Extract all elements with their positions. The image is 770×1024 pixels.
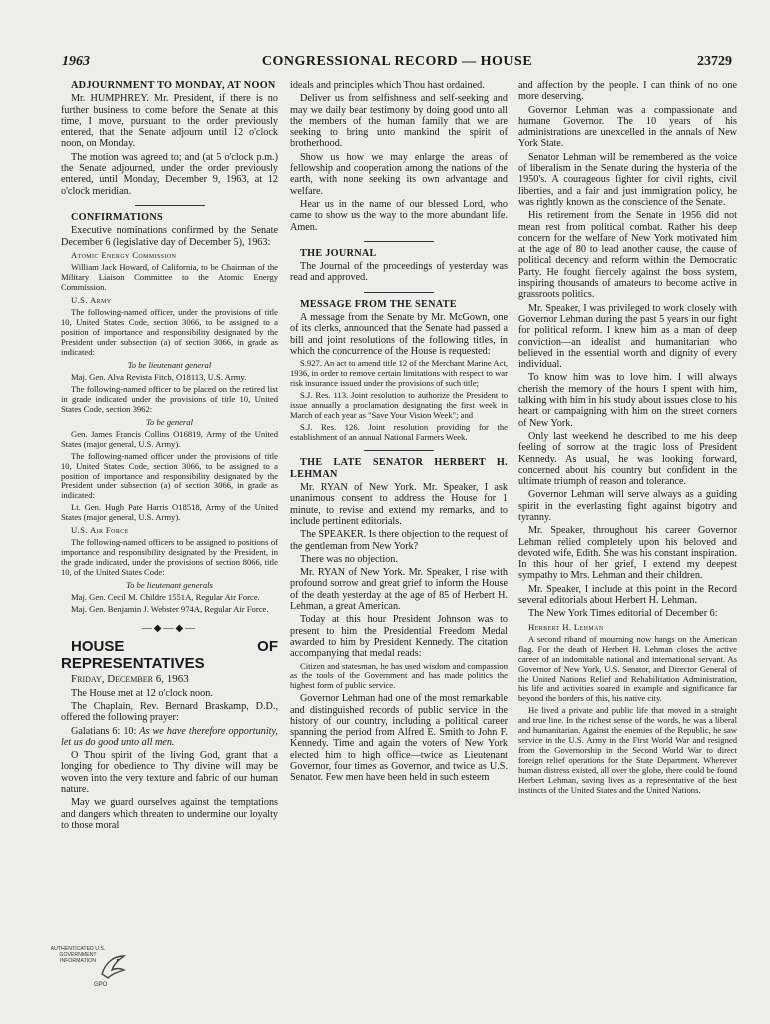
paragraph: Lt. Gen. Hugh Pate Harris O18518, Army of the United States (major general, U.S. Army). <box>61 502 278 523</box>
logo-text: AUTHENTICATED U.S. GOVERNMENT INFORMATION <box>50 946 106 965</box>
paragraph: Only last weekend he described to me his deep feeling of sorrow at the tragic loss of President Kennedy. As usual, he was looking forward, concerned about his country but confident in the ultimate triumph of reason and tolerance. <box>518 430 737 488</box>
paragraph: Today at this hour President Johnson was to present to him the Presidential Freedom Medal awarded to him by President Kennedy. The citation accompanying that medal reads: <box>290 614 508 660</box>
paragraph: Mr. Speaker, I was privileged to work closely with Governor Lehman during the past 5 years in our fight for political reform. I knew him as a man of deep conviction—an idealist and humanitarian who believed in the essential worth and dignity of every individual. <box>518 302 737 371</box>
paragraph: To know him was to love him. I will always cherish the memory of the hours I spent with him, talking with him in his study about issues close to his heart or campaigning with him on the street corners of New York. <box>518 372 737 429</box>
header-page-number: 23729 <box>697 54 732 69</box>
paragraph: Executive nominations confirmed by the Senate December 6 (legislative day of December 5), 1963: <box>61 225 278 248</box>
paragraph: Governor Lehman had one of the most remarkable and distinguished records of public service in the history of our country, including a political career spanning the period from Alfred E. Smith to John F. Kennedy. Time and again the voters of New York elected him to high office—twice as Lieutenant Governor, four times as Governor, and twice as U.S. Senator. Few men have been held in such esteem <box>290 693 508 784</box>
paragraph: The following-named officer under the provisions of title 10, United States Code, section 3066, to be assigned to a position of importance and responsibility designated by the President under subsection (a) of section 3066, in grade as indicated: <box>61 450 278 501</box>
section-divider <box>135 205 205 206</box>
paragraph: Senator Lehman will be remembered as the voice of liberalism in the Senate during the hysteria of the 1950's. A courageous fighter for civil rights, civil liberties, and a fair and just immigration policy, he was rightly known as the conscience of the Senate. <box>518 151 737 208</box>
section-divider <box>364 292 434 293</box>
subheading: U.S. Army <box>71 294 112 305</box>
paragraph: Mr. RYAN of New York. Mr. Speaker, I rise with profound sorrow and great grief to inform the House of the death yesterday at the age of 85 of Herbert H. Lehman, a great American. <box>290 567 508 613</box>
paragraph: There was no objection. <box>300 553 398 565</box>
paragraph: S.J. Res. 113. Joint resolution to authorize the President to issue annually a proclamation designating the first week in March of each year as "Save Your Vision Week"; and <box>290 389 508 420</box>
section-divider <box>364 450 434 451</box>
section-heading-message: MESSAGE FROM THE SENATE <box>300 298 457 310</box>
paragraph: Deliver us from selfishness and self-seeking and may we daily bear testimony by doing good unto all the members of the human family that we are seeking to bring unto mankind the spirit of brotherhood. <box>290 93 508 150</box>
grade-label: To be general <box>146 416 193 427</box>
column-2 <box>290 80 508 945</box>
editorial-title: Herbert H. Lehman <box>528 621 604 632</box>
header-title: CONGRESSIONAL RECORD — HOUSE <box>261 54 533 69</box>
paragraph: S.927. An act to amend title 12 of the Merchant Marine Act, 1936, in order to remove certain limitations with respect to war risk insurance issued under the provisions of such title; <box>290 358 508 389</box>
paragraph: The following-named officer to be placed on the retired list in grade indicated under the provisions of title 10, United States Code, section 3962: <box>61 383 278 414</box>
paragraph: Governor Lehman was a compassionate and humane Governor. The 10 years of his administrations are unexcelled in the annals of New York State. <box>518 104 737 150</box>
scripture-ref: Galatians 6: 10: <box>71 725 140 737</box>
column-1 <box>61 80 278 945</box>
page-header <box>62 54 732 74</box>
house-heading: HOUSE OF REPRESENTATIVES <box>61 638 278 673</box>
paragraph: and affection by the people. I can think of no one more deserving. <box>518 80 737 103</box>
scripture-paragraph <box>61 726 278 749</box>
paragraph: Maj. Gen. Alva Revista Fitch, O18113, U.S. Army. <box>71 372 247 382</box>
paragraph: The SPEAKER. Is there objection to the request of the gentleman from New York? <box>290 529 508 552</box>
grade-label: To be lieutenant generals <box>126 580 213 590</box>
paragraph: Mr. HUMPHREY. Mr. President, if there is no further business to come before the Senate at this time, I move, pursuant to the order previously entered, that the Senate adjourn until 12 o'clock noon, on Monday. <box>61 93 278 150</box>
paragraph: O Thou spirit of the living God, grant that a longing for obedience to Thy divine will may be woven into the very texture and fabric of our human nature. <box>61 750 278 796</box>
header-year: 1963 <box>62 54 90 69</box>
paragraph: Maj. Gen. Cecil M. Childre 1551A, Regular Air Force. <box>71 592 260 603</box>
paragraph: Mr. Speaker, I include at this point in the Record several editorials about Herbert H. Lehman. <box>518 583 737 607</box>
subheading: Atomic Energy Commission <box>71 249 177 260</box>
paragraph: May we guard ourselves against the temptations and dangers which threaten to undermine our loyalty to those moral <box>61 797 278 831</box>
paragraph: Mr. Speaker, throughout his career Governor Lehman relied completely upon his beloved and devoted wife, Edith. She was his constant inspiration. In this hour of her grief, I extend my deepest sympathy to Mrs. Lehman and their children. <box>518 525 737 582</box>
column-3 <box>518 80 737 945</box>
paragraph: The Chaplain, Rev. Bernard Braskamp, D.D., offered the following prayer: <box>61 701 278 724</box>
paragraph: Mr. RYAN of New York. Mr. Speaker, I ask unanimous consent to address the House for 1 minute, to revise and extend my remarks, and to include pertinent editorials. <box>290 482 508 527</box>
paragraph: The motion was agreed to; and (at 5 o'clock p.m.) the Senate adjourned, under the order previously entered, until Monday, December 9, 1963, at 12 o'clock meridian. <box>61 151 278 197</box>
grade-label: To be lieutenant general <box>127 359 212 370</box>
paragraph: Governor Lehman will serve always as a guiding spirit in the everlasting fight against bigotry and tyranny. <box>518 489 737 523</box>
paragraph: Hear us in the name of our blessed Lord, who came to show us the way to the more abundant life. Amen. <box>290 198 508 233</box>
scripture-quote: As we have therefore opportunity, let us do good unto all men. <box>61 725 278 748</box>
paragraph: His retirement from the Senate in 1956 did not mean rest from political combat. Rather his deep concern for the welfare of New York motivated him at the age of 80 to lead another cause, the cause of political decency and reform within the Democratic Party. He fought fiercely against the boss system, inspiring thousands of amateurs to become active in grassroots politics. <box>518 210 737 301</box>
paragraph: The following-named officer, under the provisions of title 10, United States Code, section 3066, to be assigned to a position of importance and responsibility designated by the President under subsection (a) of section 3066, in grade as indicated: <box>61 307 278 357</box>
section-heading-lehman: THE LATE SENATOR HERBERT H. LEHMAN <box>290 457 508 480</box>
section-divider <box>364 241 434 242</box>
citation-quote: Citizen and statesman, he has used wisdom and compassion as the tools of the Government and has made politics the highest form of public service. <box>290 660 508 691</box>
date-heading: Friday, December 6, 1963 <box>71 673 189 686</box>
section-heading-adjournment: ADJOURNMENT TO MONDAY, AT NOON <box>71 80 276 91</box>
paragraph: Show us how we may enlarge the areas of fellowship and cooperation among the nations of the earth, with none seeking its own advantage and welfare. <box>290 151 508 197</box>
authenticated-logo <box>48 944 138 1016</box>
gpo-label: GPO <box>94 982 108 988</box>
paragraph: S.J. Res. 126. Joint resolution providing for the establishment of an annual National Farmers Week. <box>290 421 508 442</box>
paragraph: Gen. James Francis Collins O16819, Army of the United States (major general, U.S. Army). <box>61 428 278 449</box>
paragraph: William Jack Howard, of California, to be Chairman of the Military Liaison Committee to the Atomic Energy Commission. <box>61 262 278 292</box>
editorial-paragraph: He lived a private and public life that moved in a straight and true line. In the richest sense of the words, he was a liberal and humanitarian. Against the enemies of the Republic, he saw service in the U.S. Army in the First World War and resigned from the Governorship in the Second World War to direct foreign relief operations for the State Department. Wherever human distress existed, all over the globe, there could be found Herbert Lehman, saving lives as a representative of the best instincts of the United States and the United Nations. <box>518 705 737 795</box>
section-heading-confirmations: CONFIRMATIONS <box>71 211 164 223</box>
ornament-divider: —◆—◆— <box>141 623 198 635</box>
paragraph: ideals and principles which Thou hast ordained. <box>290 80 485 91</box>
paragraph: The New York Times editorial of December 6: <box>528 608 718 620</box>
section-heading-journal: THE JOURNAL <box>300 247 377 259</box>
editorial-paragraph: A second riband of mourning now hangs on the American flag. For the death of Herbert H. Lehman closes the active career of an indomitable national and international servant. As Governor of New York, U.S. Senator, and Director General of the United Nations Relief and Rehabilitation Administration, his life and activities soared in example and significance far beyond the borders of this, his native city. <box>518 633 737 704</box>
paragraph: The following-named officers to be assigned to positions of importance and responsibility designated by the President, in the grade indicated, under the provisions of section 8066, title 10, of the United States Code: <box>61 537 278 578</box>
subheading: U.S. Air Force <box>71 525 129 536</box>
eagle-icon <box>98 952 128 982</box>
paragraph: The Journal of the proceedings of yesterday was read and approved. <box>290 261 508 284</box>
paragraph: Maj. Gen. Benjamin J. Webster 974A, Regular Air Force. <box>71 604 269 615</box>
paragraph: A message from the Senate by Mr. McGown, one of its clerks, announced that the Senate had passed a bill and joint resolutions of the following titles, in which the concurrence of the House is requested: <box>290 312 508 357</box>
paragraph: The House met at 12 o'clock noon. <box>71 687 213 699</box>
